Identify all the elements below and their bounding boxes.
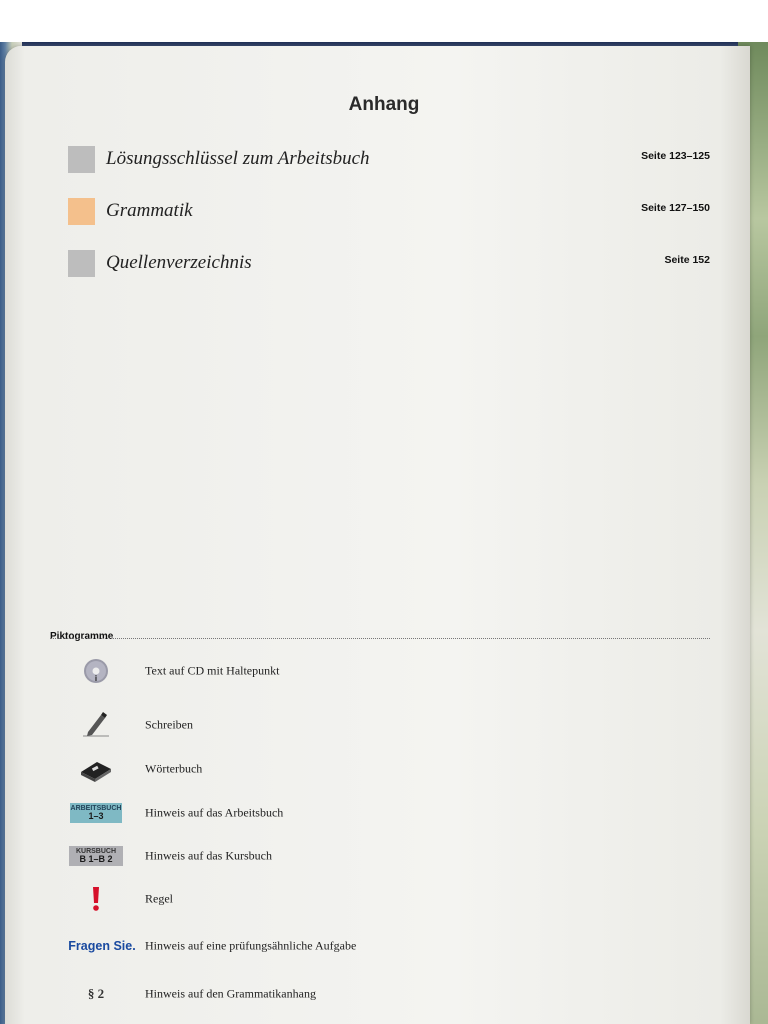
picto-row-arbeitsbuch — [50, 795, 670, 831]
fragen-sie-label — [56, 928, 148, 964]
picto-text: Schreiben — [145, 717, 193, 732]
picto-text: Hinweis auf den Grammatikanhang — [145, 986, 316, 1001]
section-label: Grammatik — [106, 200, 193, 221]
picto-text: Hinweis auf das Kursbuch — [145, 848, 272, 863]
badge-top-text: ARBEITSBUCH — [70, 805, 122, 812]
paragraph-icon — [50, 976, 142, 1012]
paragraph-label: § 2 — [87, 986, 105, 1001]
section-color-swatch — [68, 250, 95, 277]
badge-bottom-text: B 1–B 2 — [79, 854, 113, 864]
svg-text:i: i — [94, 674, 98, 683]
section-pages: Seite 152 — [664, 254, 710, 266]
section-color-swatch — [68, 198, 95, 225]
picto-row-cd — [50, 653, 670, 689]
picto-row-grammatikanhang — [50, 976, 670, 1012]
arbeitsbuch-badge — [50, 795, 142, 831]
picto-text: Regel — [145, 891, 173, 906]
section-row-loesungsschluessel — [68, 146, 718, 176]
section-label: Lösungsschlüssel zum Arbeitsbuch — [106, 148, 370, 169]
section-row-quellenverzeichnis — [68, 250, 718, 280]
cd-icon — [50, 653, 142, 689]
background-top — [0, 0, 768, 42]
picto-row-kursbuch — [50, 838, 670, 874]
page-title: Anhang — [348, 94, 420, 115]
dictionary-icon — [50, 751, 142, 787]
badge-bottom-text: 1–3 — [88, 811, 104, 821]
book-page — [5, 46, 750, 1024]
picto-row-regel — [50, 881, 670, 917]
kursbuch-badge — [50, 838, 142, 874]
section-pages: Seite 123–125 — [641, 150, 710, 162]
pencil-icon — [50, 707, 142, 743]
section-pages: Seite 127–150 — [641, 202, 710, 214]
piktogramme-divider — [50, 638, 710, 639]
picto-row-schreiben — [50, 707, 670, 743]
picto-row-fragen-sie — [50, 928, 670, 964]
picto-text: Text auf CD mit Haltepunkt — [145, 663, 280, 678]
section-color-swatch — [68, 146, 95, 173]
picto-text: Wörterbuch — [145, 761, 203, 776]
picto-row-woerterbuch — [50, 751, 670, 787]
piktogramme-heading: Piktogramme — [50, 631, 114, 642]
picto-text: Hinweis auf eine prüfungsähnliche Aufgabe — [145, 938, 357, 953]
picto-text: Hinweis auf das Arbeitsbuch — [145, 805, 284, 820]
badge-top-text: KURSBUCH — [75, 848, 117, 855]
section-row-grammatik — [68, 198, 718, 228]
fragen-sie-text: Fragen Sie. — [68, 939, 136, 953]
exclamation-icon — [50, 881, 142, 917]
section-label: Quellenverzeichnis — [106, 252, 252, 273]
